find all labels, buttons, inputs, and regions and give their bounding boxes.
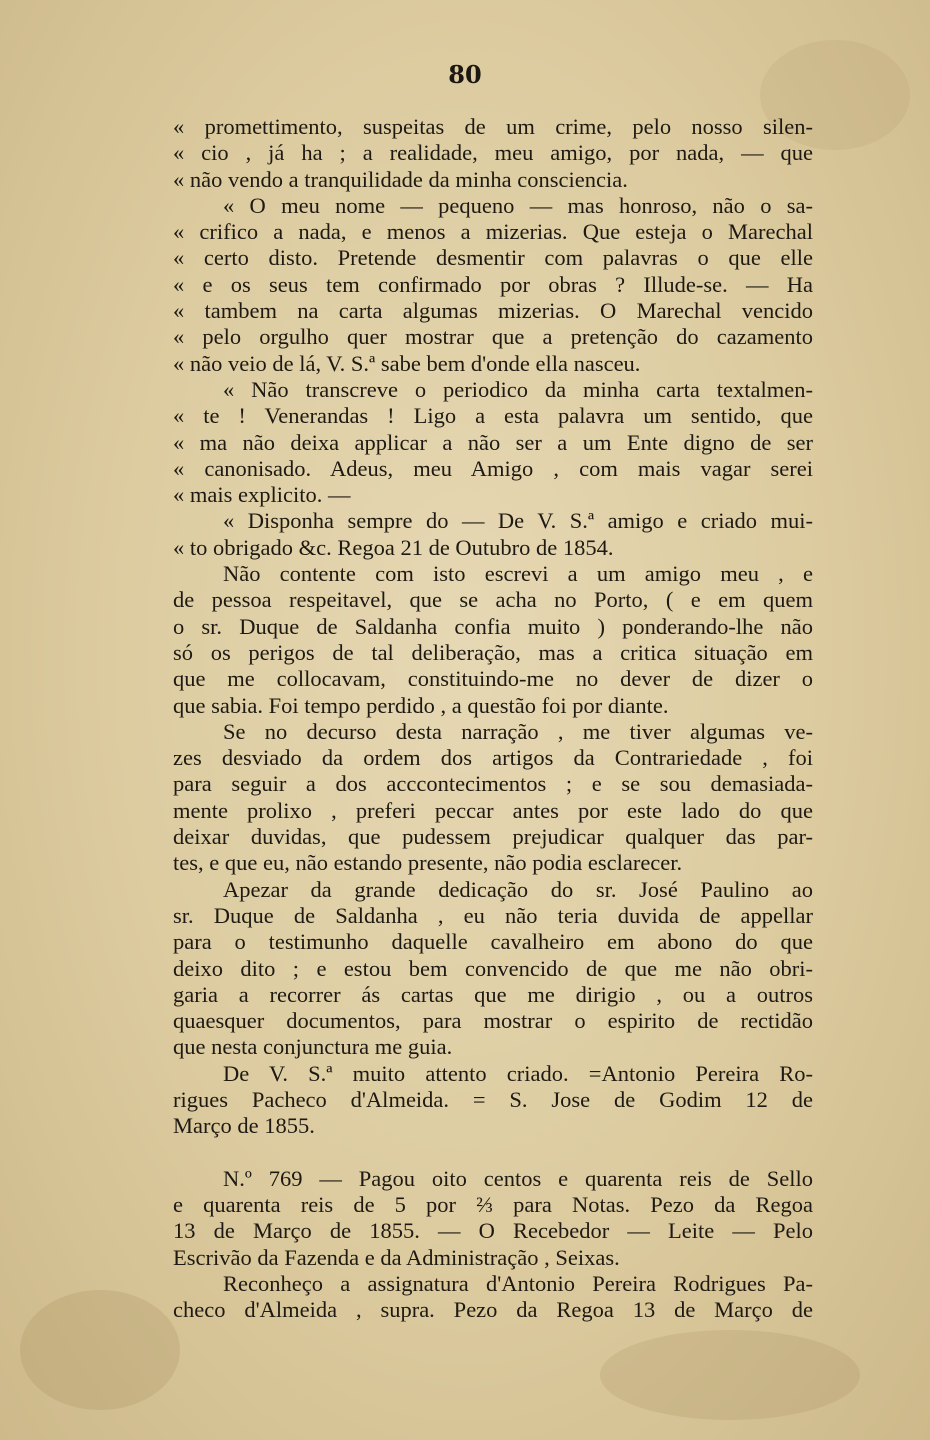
text-line: « canonisado. Adeus, meu Amigo , com mais vagar serei <box>173 455 813 481</box>
text-line: o sr. Duque de Saldanha confia muito ) ponderando-lhe não <box>173 613 813 639</box>
text-line: checo d'Almeida , supra. Pezo da Regoa 13 de Março de <box>173 1297 813 1323</box>
text-line: rigues Pacheco d'Almeida. = S. Jose de Godim 12 de <box>173 1086 813 1112</box>
text-line: tes, e que eu, não estando presente, não podia esclarecer. <box>173 850 683 876</box>
body-text <box>173 114 813 1324</box>
text-line: zes desviado da ordem dos artigos da Contrariedade , foi <box>173 745 813 771</box>
text-line: Apezar da grande dedicação do sr. José Paulino ao <box>223 876 813 902</box>
text-line: « to obrigado &c. Regoa 21 de Outubro de 1854. <box>173 534 614 560</box>
text-line: deixo dito ; e estou bem convencido de que me não obri- <box>173 955 813 981</box>
text-line: « não vendo a tranquilidade da minha consciencia. <box>173 166 628 192</box>
text-line: que sabia. Foi tempo perdido , a questão foi por diante. <box>173 692 669 718</box>
text-line: « certo disto. Pretende desmentir com palavras o que elle <box>173 245 813 271</box>
text-line: para o testimunho daquelle cavalheiro em abono do que <box>173 929 813 955</box>
text-line: « tambem na carta algumas mizerias. O Marechal vencido <box>173 298 813 324</box>
text-line: quaesquer documentos, para mostrar o espirito de rectidão <box>173 1008 813 1034</box>
text-line: de pessoa respeitavel, que se acha no Porto, ( e em quem <box>173 587 813 613</box>
paper-stain <box>20 1290 180 1410</box>
text-line: « e os seus tem confirmado por obras ? Illude-se. — Ha <box>173 271 813 297</box>
text-line: mente prolixo , preferi peccar antes por este lado do que <box>173 797 813 823</box>
text-line: « Disponha sempre do — De V. S.ª amigo e criado mui- <box>223 508 813 534</box>
text-line: Março de 1855. <box>173 1113 315 1139</box>
text-line: « cio , já ha ; a realidade, meu amigo, por nada, — que <box>173 140 813 166</box>
text-line: « crifico a nada, e menos a mizerias. Que esteja o Marechal <box>173 219 813 245</box>
text-line: « te ! Venerandas ! Ligo a esta palavra um sentido, que <box>173 403 813 429</box>
text-line: Se no decurso desta narração , me tiver algumas ve- <box>223 718 813 744</box>
text-line: « mais explicito. — <box>173 482 351 508</box>
text-line: 13 de Março de 1855. — O Recebedor — Leite — Pelo <box>173 1218 813 1244</box>
text-line: De V. S.ª muito attento criado. =Antonio Pereira Ro- <box>223 1060 813 1086</box>
text-line: que nesta conjunctura me guia. <box>173 1034 453 1060</box>
paper-stain <box>600 1330 860 1420</box>
text-line: « O meu nome — pequeno — mas honroso, não o sa- <box>223 192 813 218</box>
text-line: para seguir a dos acccontecimentos ; e se sou demasiada- <box>173 771 813 797</box>
text-line: Não contente com isto escrevi a um amigo meu , e <box>223 561 813 587</box>
text-line: « ma não deixa applicar a não ser a um Ente digno de ser <box>173 429 813 455</box>
text-line: Reconheço a assignatura d'Antonio Pereira Rodrigues Pa- <box>223 1271 813 1297</box>
text-line: deixar duvidas, que pudessem prejudicar qualquer das par- <box>173 824 813 850</box>
text-line: só os perigos de tal deliberação, mas a critica situação em <box>173 639 813 665</box>
page-number: 80 <box>448 60 482 89</box>
text-line <box>173 1140 813 1166</box>
text-line: N.º 769 — Pagou oito centos e quarenta reis de Sello <box>223 1165 813 1191</box>
text-line: « pelo orgulho quer mostrar que a pretenção do cazamento <box>173 324 813 350</box>
text-line: « Não transcreve o periodico da minha carta textalmen- <box>223 376 813 402</box>
text-line: Escrivão da Fazenda e da Administração , Seixas. <box>173 1244 620 1270</box>
text-line: garia a recorrer ás cartas que me dirigio , ou a outros <box>173 981 813 1007</box>
text-line: sr. Duque de Saldanha , eu não teria duvida de appellar <box>173 902 813 928</box>
text-line: « promettimento, suspeitas de um crime, pelo nosso silen- <box>173 114 813 139</box>
text-line: e quarenta reis de 5 por ⅔ para Notas. Pezo da Regoa <box>173 1192 813 1218</box>
text-line: que me collocavam, constituindo-me no dever de dizer o <box>173 666 813 692</box>
text-line: « não veio de lá, V. S.ª sabe bem d'onde ella nasceu. <box>173 350 641 376</box>
